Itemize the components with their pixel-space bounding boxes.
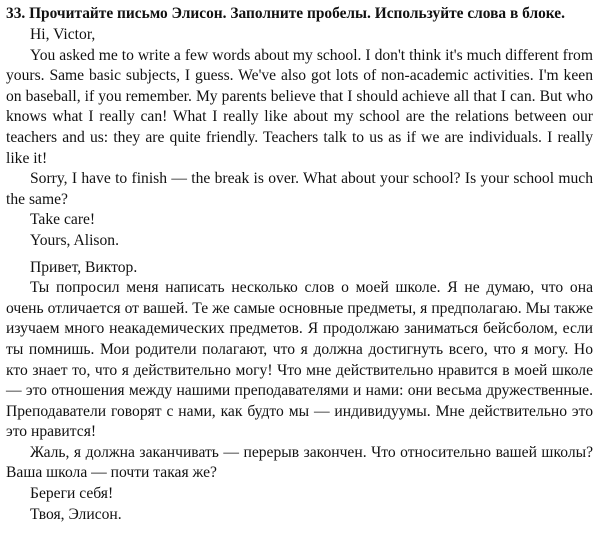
letter-en-closing: Take care! bbox=[30, 211, 96, 229]
letter-en-paragraph-1: You asked me to write a few words about my school. I don't think it's much different from yours. Same basic subjects, I guess. We've also got lots of non-academic activities. I'm keen on baseball, if you remember. My parents believe that I should achieve all that I can. But who knows what I really can! What I really like about my school are the relations between our teachers and us: they are quite friendly. Teachers talk to us as if we are individuals. I really like it! bbox=[6, 46, 593, 167]
letter-ru-closing: Береги себя! bbox=[30, 485, 114, 503]
letter-en-paragraph-2: Sorry, I have to finish — the break is over. What about your school? Is your school much the same? bbox=[6, 170, 593, 208]
letter-en-greeting: Hi, Victor, bbox=[30, 26, 96, 43]
letter-ru-paragraph-1: Ты попросил меня написать несколько слов о моей школе. Я не думаю, что она очень отличается от вашей. Те же самые основные предметы, я предполагаю. Мы также изучаем много неакадемических предметов. Я продолжаю заниматься бейсболом, если ты помнишь. Мои родители полагают, что я должна достигнуть всего, что я могу. Но кто знает то, что я действительно могу! Что мне действительно нравится в моей школе — это отношения между нашими преподавателями и нами: они весьма дружественные. Преподаватели говорят с нами, как будто мы — индивидуумы. Мне действительно это это нравится! bbox=[6, 279, 593, 441]
exercise-heading: 33. Прочитайте письмо Элисон. Заполните пробелы. Используйте слова в блоке. bbox=[6, 5, 565, 22]
letter-ru-paragraph-2: Жаль, я должна заканчивать — перерыв закончен. Что относительно вашей школы? Ваша школа — почти такая же? bbox=[6, 443, 593, 482]
letter-ru-greeting: Привет, Виктор. bbox=[30, 258, 138, 276]
letter-en-signature: Yours, Alison. bbox=[30, 231, 119, 249]
letter-ru-signature: Твоя, Элисон. bbox=[30, 505, 122, 523]
letter-english bbox=[6, 25, 593, 252]
letter-russian bbox=[6, 258, 593, 526]
